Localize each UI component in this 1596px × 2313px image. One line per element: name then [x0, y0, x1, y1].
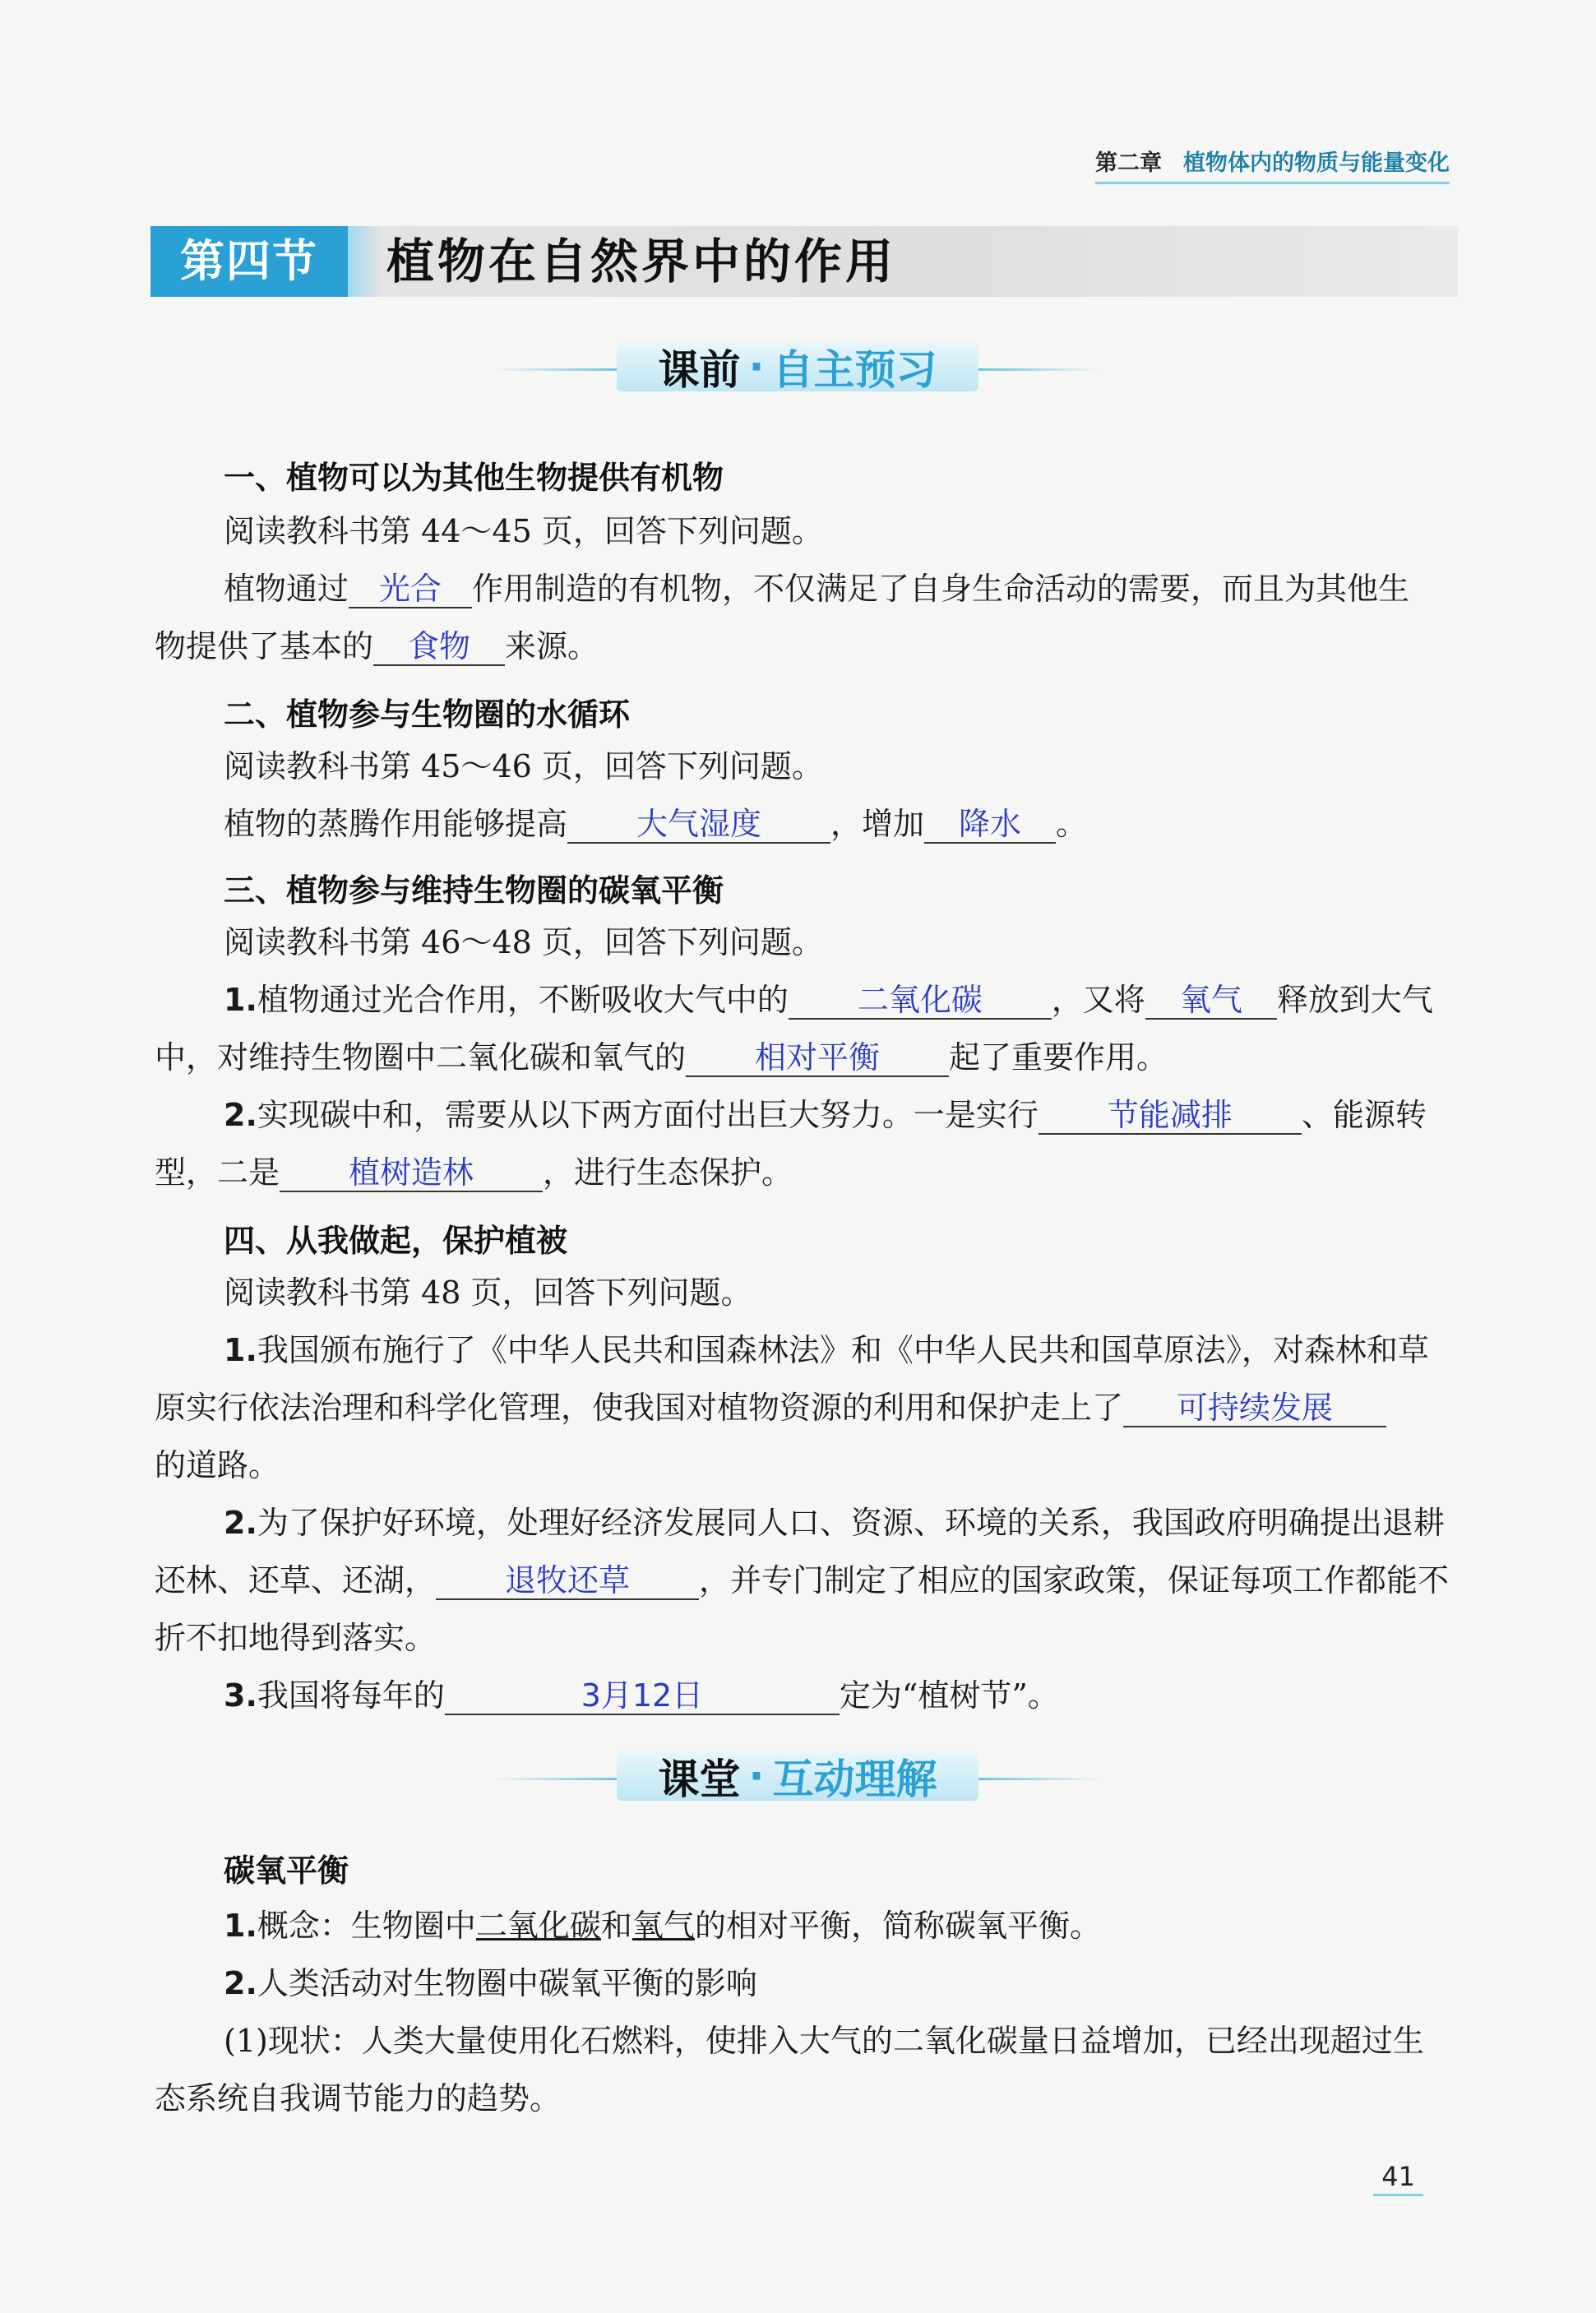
text: 为了保护好环境，处理好经济发展同人口、资源、环境的关系，我国政府明确提出退耕	[257, 1505, 1445, 1541]
s4-q2-line3: 折不扣地得到落实。	[155, 1620, 437, 1656]
text: ，增加	[830, 806, 925, 842]
s4-q1-line3: 的道路。	[155, 1447, 280, 1483]
answer-blank: 光合	[349, 571, 472, 608]
page-number: 41	[1373, 2161, 1423, 2196]
answer-blank: 相对平衡	[686, 1039, 949, 1077]
answer-blank: 植树造林	[280, 1154, 543, 1192]
text: 和	[600, 1908, 632, 1944]
s3-q1-line2	[155, 1038, 1168, 1077]
banner-preview	[493, 337, 1102, 395]
text: 中，对维持生物圈中二氧化碳和氧气的	[155, 1039, 687, 1076]
banner-line-right	[978, 368, 1102, 371]
banner-line-left	[493, 368, 617, 371]
text: 定为“植树节”。	[839, 1677, 1059, 1714]
chapter-title: 植物体内的物质与能量变化	[1183, 150, 1450, 176]
text: 植物的蒸腾作用能够提高	[224, 806, 568, 842]
banner-badge	[617, 1751, 978, 1801]
s5-p1-line1: (1)现状：人类大量使用化石燃料，使排入大气的二氧化碳量日益增加，已经出现超过生	[224, 2023, 1424, 2059]
underlined-term: 氧气	[631, 1908, 695, 1944]
question-number: 1.	[224, 1908, 257, 1944]
chapter-label: 第二章	[1095, 150, 1162, 176]
heading-s3: 三、植物参与维持生物圈的碳氧平衡	[224, 872, 724, 909]
text: 原实行依法治理和科学化管理，使我国对植物资源的利用和保护走上了	[155, 1390, 1124, 1426]
text: 型，二是	[155, 1154, 280, 1191]
s5-q2	[224, 1964, 757, 2003]
text: 。	[1056, 806, 1088, 842]
text: 来源。	[505, 628, 599, 664]
underlined-term: 二氧化碳	[475, 1908, 601, 1944]
question-number: 1.	[224, 1332, 257, 1368]
question-number: 2.	[224, 1505, 257, 1541]
s3-q2-line2	[155, 1153, 793, 1192]
answer-blank: 节能减排	[1039, 1097, 1302, 1135]
heading-s2: 二、植物参与生物圈的水循环	[224, 696, 631, 733]
text: 植物通过光合作用，不断吸收大气中的	[257, 982, 789, 1018]
banner-part2: 自主预习	[772, 346, 937, 394]
heading-s5: 碳氧平衡	[224, 1853, 349, 1889]
text: 的相对平衡，简称碳氧平衡。	[694, 1908, 1101, 1944]
answer-blank: 3月12日	[445, 1677, 840, 1715]
banner-classroom	[493, 1746, 1102, 1804]
s5-p1-line2: 态系统自我调节能力的趋势。	[155, 2080, 562, 2116]
text: 概念：生物圈中	[257, 1908, 476, 1944]
banner-part1: 课前	[658, 346, 741, 394]
text: ，进行生态保护。	[543, 1154, 793, 1191]
question-number: 2.	[224, 1097, 257, 1133]
text: 起了重要作用。	[949, 1039, 1168, 1076]
text: 人类活动对生物圈中碳氧平衡的影响	[257, 1965, 757, 2001]
answer-blank: 降水	[924, 806, 1056, 844]
text: 作用制造的有机物，不仅满足了自身生命活动的需要，而且为其他生	[472, 571, 1410, 607]
s4-q1-line1	[224, 1330, 1429, 1370]
answer-blank: 退牧还草	[436, 1562, 699, 1600]
text: 物提供了基本的	[155, 628, 374, 664]
banner-line-left	[493, 1778, 617, 1780]
text: 我国将每年的	[257, 1677, 445, 1714]
banner-part2: 互动理解	[772, 1756, 937, 1803]
question-number: 1.	[224, 982, 257, 1018]
answer-blank: 大气湿度	[567, 806, 830, 844]
text: 我国颁布施行了《中华人民共和国森林法》和《中华人民共和国草原法》，对森林和草	[257, 1332, 1429, 1368]
banner-dot: ·	[748, 343, 765, 391]
question-number: 3.	[224, 1677, 257, 1714]
text: 植物通过	[224, 571, 349, 607]
text: ，并专门制定了相应的国家政策，保证每项工作都能不	[699, 1562, 1450, 1598]
text: 实现碳中和，需要从以下两方面付出巨大努力。一是实行	[257, 1097, 1039, 1133]
read-s2: 阅读教科书第 45～46 页，回答下列问题。	[224, 748, 823, 784]
s3-q1-line1	[224, 980, 1433, 1020]
heading-s1: 一、植物可以为其他生物提供有机物	[224, 460, 724, 496]
text: ，又将	[1051, 982, 1145, 1018]
s2-line1	[224, 804, 1087, 844]
s3-q2-line1	[224, 1095, 1427, 1135]
answer-blank: 氧气	[1145, 982, 1277, 1020]
s4-q2-line1	[224, 1503, 1445, 1543]
answer-blank: 可持续发展	[1123, 1390, 1386, 1427]
running-header	[1095, 145, 1450, 184]
banner-badge	[617, 342, 978, 394]
banner-line-right	[978, 1778, 1102, 1780]
question-number: 2.	[224, 1965, 257, 2001]
read-s3: 阅读教科书第 46～48 页，回答下列问题。	[224, 924, 823, 960]
s1-line2	[155, 627, 599, 666]
s4-q2-line2	[155, 1561, 1449, 1600]
text: 、能源转	[1301, 1097, 1427, 1133]
text: 还林、还草、还湖，	[155, 1562, 437, 1598]
s5-q1	[224, 1906, 1101, 1945]
answer-blank: 食物	[373, 628, 505, 666]
heading-s4: 四、从我做起，保护植被	[224, 1223, 568, 1259]
section-tag-flare	[348, 226, 381, 297]
s4-q1-line2	[155, 1388, 1386, 1427]
section-title: 植物在自然界中的作用	[386, 234, 897, 289]
text: 释放到大气	[1276, 982, 1433, 1018]
answer-blank: 二氧化碳	[789, 982, 1052, 1020]
section-tag: 第四节	[150, 226, 348, 297]
read-s1: 阅读教科书第 44～45 页，回答下列问题。	[224, 513, 823, 549]
s4-q3-line1	[224, 1676, 1059, 1715]
banner-dot: ·	[748, 1752, 765, 1800]
read-s4: 阅读教科书第 48 页，回答下列问题。	[224, 1274, 752, 1311]
banner-part1: 课堂	[658, 1756, 741, 1803]
s1-line1	[224, 569, 1409, 608]
